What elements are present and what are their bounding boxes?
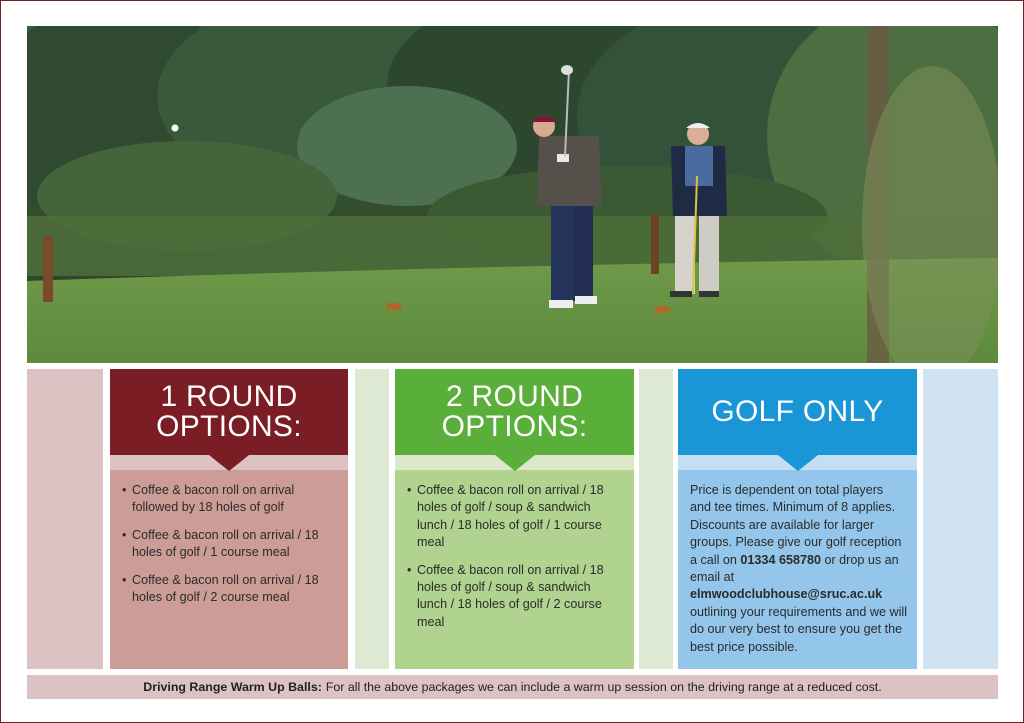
golf-course-photo: [27, 26, 998, 363]
round2-title: [442, 382, 588, 442]
round1-list: [122, 482, 336, 606]
list-item: • Coffee & bacon roll on arrival / 18 holes of golf / 2 course meal: [122, 572, 336, 607]
golf-only-text-closing: outlining your requirements and we will do our very best to ensure you get the best price possible.: [690, 604, 908, 654]
decor-strip-blue: [923, 369, 998, 669]
round1-panel: [110, 369, 348, 669]
list-item: • Coffee & bacon roll on arrival / 18 holes of golf / soup & sandwich lunch / 18 holes of golf / 2 course meal: [407, 562, 622, 632]
footer-banner: [27, 675, 998, 699]
list-item: • Coffee & bacon roll on arrival followed by 18 holes of golf: [122, 482, 336, 517]
golf-only-body: [678, 470, 917, 656]
round2-title-line2: OPTIONS:: [441, 410, 588, 443]
footer-text: For all the above packages we can include a warm up session on the driving range at a reduced cost.: [325, 680, 882, 694]
round1-title: [156, 382, 302, 442]
golf-only-title: GOLF ONLY: [711, 395, 884, 428]
round1-pointer: [209, 455, 249, 471]
round2-panel: [395, 369, 634, 669]
decor-strip-green-right: [639, 369, 673, 669]
golf-only-text-email-intro: or drop us an email at: [690, 552, 899, 585]
round2-title-line1: 2 ROUND: [445, 380, 584, 413]
decor-strip-green-left: [355, 369, 389, 669]
round2-header: [395, 369, 634, 455]
round2-pointer: [495, 455, 535, 471]
list-item: • Coffee & bacon roll on arrival / 18 holes of golf / 1 course meal: [122, 527, 336, 562]
round2-body: [395, 470, 634, 631]
round1-header: [110, 369, 348, 455]
golf-only-text: Price is dependent on total players and tee times. Minimum of 8 applies. Discounts are available for larger groups. Please give our golf reception a call on: [690, 483, 902, 567]
decor-strip-red: [27, 369, 103, 669]
golf-only-header: [678, 369, 917, 455]
round1-body: [110, 470, 348, 606]
footer-label: Driving Range Warm Up Balls:: [143, 680, 322, 694]
golf-only-panel: [678, 369, 917, 669]
round1-title-line1: 1 ROUND: [160, 380, 298, 413]
round2-list: [407, 482, 622, 631]
list-item: • Coffee & bacon roll on arrival / 18 holes of golf / soup & sandwich lunch / 18 holes of golf / 1 course meal: [407, 482, 622, 552]
golf-only-pointer: [778, 455, 818, 471]
round1-title-line2: OPTIONS:: [156, 410, 302, 443]
phone-number[interactable]: 01334 658780: [740, 552, 821, 567]
email-link[interactable]: elmwoodclubhouse@sruc.ac.uk: [690, 587, 883, 602]
